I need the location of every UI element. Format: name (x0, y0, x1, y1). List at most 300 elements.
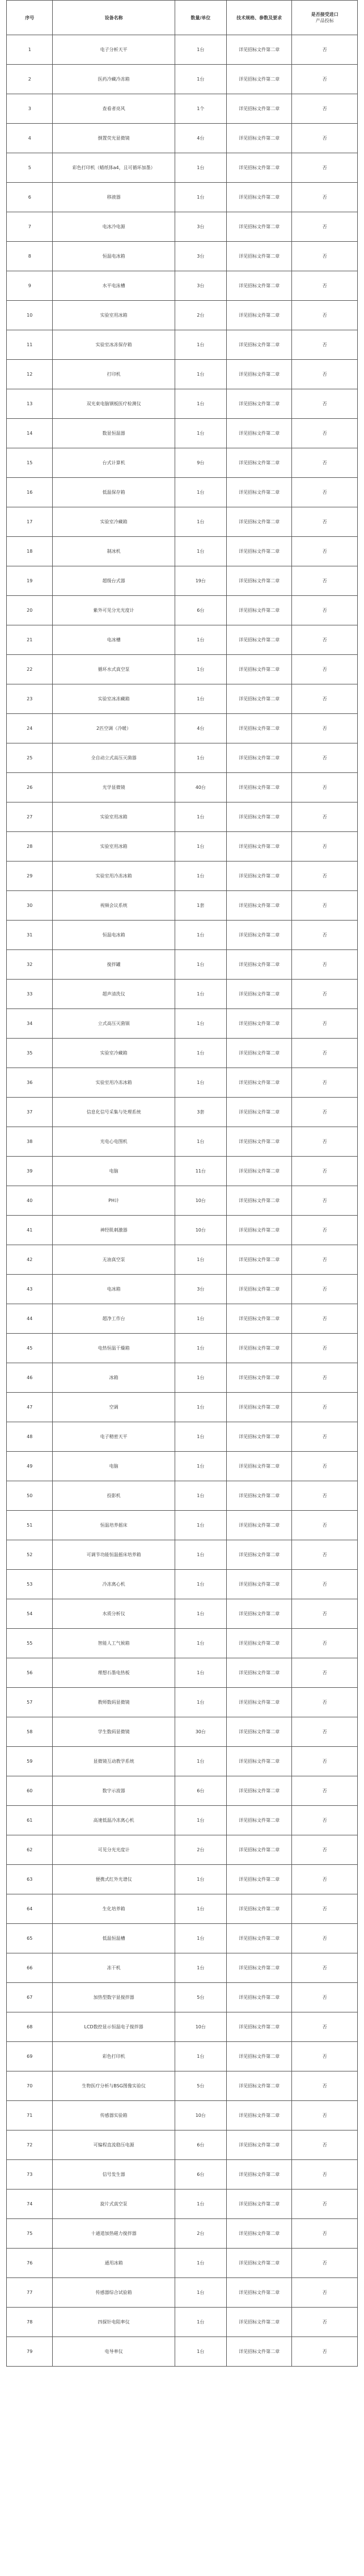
cell-no: 68 (7, 2012, 53, 2042)
cell-name: 便携式红外光谱仪 (53, 1865, 175, 1894)
table-row (7, 1599, 358, 1629)
cell-imported: 否 (292, 566, 358, 596)
cell-no: 48 (7, 1422, 53, 1452)
cell-spec: 详见招标文件第二章 (226, 1481, 292, 1511)
cell-spec: 详见招标文件第二章 (226, 714, 292, 743)
cell-no: 50 (7, 1481, 53, 1511)
cell-spec: 详见招标文件第二章 (226, 891, 292, 921)
cell-imported: 否 (292, 1806, 358, 1835)
cell-spec: 详见招标文件第二章 (226, 124, 292, 153)
cell-qty: 1台 (175, 1363, 226, 1393)
cell-spec: 详见招标文件第二章 (226, 242, 292, 271)
cell-name: PH计 (53, 1186, 175, 1216)
cell-imported: 否 (292, 1334, 358, 1363)
cell-name: 可调节功能恒温摇床培养箱 (53, 1540, 175, 1570)
cell-qty: 1台 (175, 2278, 226, 2308)
cell-qty: 1台 (175, 1245, 226, 1275)
table-row (7, 2219, 358, 2249)
cell-no: 5 (7, 153, 53, 183)
cell-imported: 否 (292, 596, 358, 625)
cell-name: 传感器综合试验箱 (53, 2278, 175, 2308)
cell-qty: 1台 (175, 921, 226, 950)
cell-no: 30 (7, 891, 53, 921)
cell-imported: 否 (292, 1688, 358, 1717)
cell-spec: 详见招标文件第二章 (226, 2071, 292, 2101)
cell-no: 17 (7, 507, 53, 537)
cell-spec: 详见招标文件第二章 (226, 1894, 292, 1924)
cell-no: 52 (7, 1540, 53, 1570)
cell-no: 21 (7, 625, 53, 655)
cell-name: 光电心电图机 (53, 1127, 175, 1157)
table-row (7, 1216, 358, 1245)
table-row (7, 1422, 358, 1452)
header-no: 序号 (7, 1, 53, 35)
cell-imported: 否 (292, 1157, 358, 1186)
cell-imported: 否 (292, 124, 358, 153)
cell-no: 36 (7, 1068, 53, 1098)
cell-imported: 否 (292, 2101, 358, 2130)
cell-spec: 详见招标文件第二章 (226, 1009, 292, 1039)
cell-qty: 1台 (175, 1068, 226, 1098)
cell-qty: 1台 (175, 419, 226, 448)
cell-no: 26 (7, 773, 53, 802)
cell-qty: 6台 (175, 2130, 226, 2160)
cell-spec: 详见招标文件第二章 (226, 1157, 292, 1186)
cell-spec: 详见招标文件第二章 (226, 1098, 292, 1127)
cell-no: 25 (7, 743, 53, 773)
cell-name: 传感器实验箱 (53, 2101, 175, 2130)
table-row (7, 1835, 358, 1865)
cell-spec: 详见招标文件第二章 (226, 1983, 292, 2012)
cell-qty: 1台 (175, 1304, 226, 1334)
cell-imported: 否 (292, 2308, 358, 2337)
table-row (7, 94, 358, 124)
table-row (7, 980, 358, 1009)
cell-no: 29 (7, 862, 53, 891)
cell-spec: 详见招标文件第二章 (226, 537, 292, 566)
cell-qty: 19台 (175, 566, 226, 596)
header-spec: 技术规格、参数及要求 (226, 1, 292, 35)
cell-imported: 否 (292, 537, 358, 566)
cell-name: 智能人工气候箱 (53, 1629, 175, 1658)
cell-imported: 否 (292, 655, 358, 684)
cell-qty: 1台 (175, 1806, 226, 1835)
cell-qty: 1台 (175, 2042, 226, 2071)
cell-qty: 1台 (175, 1747, 226, 1776)
table-row (7, 2130, 358, 2160)
cell-name: 实验室冰冻保存箱 (53, 330, 175, 360)
cell-no: 33 (7, 980, 53, 1009)
cell-no: 77 (7, 2278, 53, 2308)
cell-imported: 否 (292, 625, 358, 655)
table-row (7, 1068, 358, 1098)
cell-spec: 详见招标文件第二章 (226, 625, 292, 655)
cell-qty: 1台 (175, 1688, 226, 1717)
cell-qty: 1台 (175, 360, 226, 389)
cell-qty: 1台 (175, 743, 226, 773)
table-row (7, 1806, 358, 1835)
cell-no: 14 (7, 419, 53, 448)
cell-name: 搅拌罐 (53, 950, 175, 980)
table-row (7, 1393, 358, 1422)
cell-imported: 否 (292, 1009, 358, 1039)
cell-no: 45 (7, 1334, 53, 1363)
table-row (7, 507, 358, 537)
cell-no: 76 (7, 2249, 53, 2278)
cell-spec: 详见招标文件第二章 (226, 1658, 292, 1688)
cell-no: 41 (7, 1216, 53, 1245)
table-row (7, 153, 358, 183)
cell-no: 65 (7, 1924, 53, 1953)
cell-imported: 否 (292, 2278, 358, 2308)
cell-qty: 1台 (175, 1629, 226, 1658)
cell-qty: 1台 (175, 1009, 226, 1039)
cell-imported: 否 (292, 802, 358, 832)
cell-no: 39 (7, 1157, 53, 1186)
table-row (7, 1894, 358, 1924)
cell-spec: 详见招标文件第二章 (226, 2219, 292, 2249)
cell-qty: 10台 (175, 1186, 226, 1216)
cell-no: 31 (7, 921, 53, 950)
cell-name: 冷冻离心机 (53, 1570, 175, 1599)
cell-spec: 详见招标文件第二章 (226, 212, 292, 242)
cell-no: 22 (7, 655, 53, 684)
table-row (7, 2160, 358, 2190)
cell-spec: 详见招标文件第二章 (226, 94, 292, 124)
cell-no: 28 (7, 832, 53, 862)
cell-imported: 否 (292, 1511, 358, 1540)
cell-name: 紫外可见分光光度计 (53, 596, 175, 625)
cell-no: 79 (7, 2337, 53, 2367)
cell-spec: 详见招标文件第二章 (226, 2012, 292, 2042)
cell-name: 电子精密天平 (53, 1422, 175, 1452)
cell-spec: 详见招标文件第二章 (226, 389, 292, 419)
cell-spec: 详见招标文件第二章 (226, 1393, 292, 1422)
table-row (7, 2249, 358, 2278)
cell-qty: 1台 (175, 1422, 226, 1452)
cell-no: 53 (7, 1570, 53, 1599)
cell-name: 超净工作台 (53, 1304, 175, 1334)
cell-no: 32 (7, 950, 53, 980)
cell-name: 旋片式真空泵 (53, 2190, 175, 2219)
cell-no: 66 (7, 1953, 53, 1983)
cell-name: 循环水式真空泵 (53, 655, 175, 684)
cell-qty: 3套 (175, 1098, 226, 1127)
cell-qty: 6台 (175, 596, 226, 625)
cell-spec: 详见招标文件第二章 (226, 1953, 292, 1983)
table-row (7, 271, 358, 301)
cell-imported: 否 (292, 1422, 358, 1452)
cell-name: 生物医疗分析与BSG图像实验仪 (53, 2071, 175, 2101)
table-row (7, 35, 358, 65)
table-row (7, 773, 358, 802)
cell-no: 10 (7, 301, 53, 330)
cell-imported: 否 (292, 832, 358, 862)
cell-qty: 1台 (175, 832, 226, 862)
cell-imported: 否 (292, 1127, 358, 1157)
cell-name: 实验室用冷冻冰箱 (53, 862, 175, 891)
cell-name: 十通道加热磁力搅拌器 (53, 2219, 175, 2249)
table-row (7, 1304, 358, 1334)
cell-name: 可见分光光度计 (53, 1835, 175, 1865)
cell-imported: 否 (292, 1983, 358, 2012)
cell-imported: 否 (292, 891, 358, 921)
table-row (7, 832, 358, 862)
cell-no: 73 (7, 2160, 53, 2190)
cell-no: 63 (7, 1865, 53, 1894)
cell-no: 19 (7, 566, 53, 596)
cell-no: 2 (7, 65, 53, 94)
cell-spec: 详见招标文件第二章 (226, 2337, 292, 2367)
cell-name: 信号发生器 (53, 2160, 175, 2190)
table-row (7, 448, 358, 478)
cell-qty: 6台 (175, 1776, 226, 1806)
cell-name: 双光束电脑钢板医疗检测仪 (53, 389, 175, 419)
cell-imported: 否 (292, 1747, 358, 1776)
cell-name: 低温保存箱 (53, 478, 175, 507)
cell-no: 9 (7, 271, 53, 301)
cell-spec: 详见招标文件第二章 (226, 1511, 292, 1540)
cell-no: 38 (7, 1127, 53, 1157)
table-row (7, 566, 358, 596)
cell-spec: 详见招标文件第二章 (226, 743, 292, 773)
cell-spec: 详见招标文件第二章 (226, 1835, 292, 1865)
table-row (7, 2042, 358, 2071)
cell-qty: 1台 (175, 1540, 226, 1570)
cell-name: 高速低温冷冻离心机 (53, 1806, 175, 1835)
cell-qty: 5台 (175, 1983, 226, 2012)
table-row (7, 1009, 358, 1039)
table-row (7, 1481, 358, 1511)
cell-qty: 1台 (175, 1924, 226, 1953)
table-row (7, 124, 358, 153)
cell-name: 实验室用冰箱 (53, 301, 175, 330)
cell-qty: 2台 (175, 1835, 226, 1865)
cell-qty: 1台 (175, 389, 226, 419)
cell-name: 制冰机 (53, 537, 175, 566)
cell-qty: 1台 (175, 1953, 226, 1983)
cell-qty: 1台 (175, 65, 226, 94)
cell-imported: 否 (292, 1304, 358, 1334)
cell-spec: 详见招标文件第二章 (226, 684, 292, 714)
cell-spec: 详见招标文件第二章 (226, 1422, 292, 1452)
cell-spec: 详见招标文件第二章 (226, 1275, 292, 1304)
cell-imported: 否 (292, 330, 358, 360)
cell-imported: 否 (292, 507, 358, 537)
cell-qty: 1台 (175, 507, 226, 537)
cell-name: 移液器 (53, 183, 175, 212)
table-row (7, 537, 358, 566)
cell-qty: 6台 (175, 2160, 226, 2190)
cell-imported: 否 (292, 2337, 358, 2367)
cell-no: 15 (7, 448, 53, 478)
cell-qty: 1套 (175, 891, 226, 921)
table-row (7, 1157, 358, 1186)
cell-name: 2匹空调（冷暖） (53, 714, 175, 743)
cell-no: 20 (7, 596, 53, 625)
cell-name: 信息化信号采集与处理系统 (53, 1098, 175, 1127)
cell-spec: 详见招标文件第二章 (226, 1540, 292, 1570)
equipment-table (6, 0, 358, 2367)
cell-imported: 否 (292, 419, 358, 448)
cell-spec: 详见招标文件第二章 (226, 1599, 292, 1629)
cell-spec: 详见招标文件第二章 (226, 360, 292, 389)
cell-imported: 否 (292, 2219, 358, 2249)
table-row (7, 1245, 358, 1275)
cell-spec: 详见招标文件第二章 (226, 419, 292, 448)
cell-no: 40 (7, 1186, 53, 1216)
cell-imported: 否 (292, 271, 358, 301)
table-row (7, 2101, 358, 2130)
table-row (7, 1924, 358, 1953)
cell-spec: 详见招标文件第二章 (226, 655, 292, 684)
cell-name: 恒温培养摇床 (53, 1511, 175, 1540)
cell-name: 空调 (53, 1393, 175, 1422)
cell-no: 35 (7, 1039, 53, 1068)
table-row (7, 2308, 358, 2337)
cell-name: 冰箱 (53, 1363, 175, 1393)
cell-no: 51 (7, 1511, 53, 1540)
table-row (7, 2190, 358, 2219)
cell-name: 电脑 (53, 1157, 175, 1186)
cell-imported: 否 (292, 1717, 358, 1747)
cell-name: 立式高压灭菌锅 (53, 1009, 175, 1039)
cell-imported: 否 (292, 773, 358, 802)
table-row (7, 212, 358, 242)
cell-name: 四探针电阻率仪 (53, 2308, 175, 2337)
cell-imported: 否 (292, 1540, 358, 1570)
cell-imported: 否 (292, 1481, 358, 1511)
cell-qty: 1台 (175, 2337, 226, 2367)
cell-no: 4 (7, 124, 53, 153)
cell-name: 打印机 (53, 360, 175, 389)
cell-name: 冻干机 (53, 1953, 175, 1983)
table-row (7, 1983, 358, 2012)
cell-name: 电冰冷电源 (53, 212, 175, 242)
cell-spec: 详见招标文件第二章 (226, 478, 292, 507)
cell-name: 理想石墨电热板 (53, 1658, 175, 1688)
cell-no: 70 (7, 2071, 53, 2101)
cell-qty: 30台 (175, 1717, 226, 1747)
cell-no: 23 (7, 684, 53, 714)
cell-spec: 详见招标文件第二章 (226, 183, 292, 212)
cell-qty: 1台 (175, 1127, 226, 1157)
cell-qty: 1台 (175, 1393, 226, 1422)
cell-qty: 3台 (175, 242, 226, 271)
cell-name: 生化培养箱 (53, 1894, 175, 1924)
cell-no: 16 (7, 478, 53, 507)
cell-no: 59 (7, 1747, 53, 1776)
table-row (7, 1452, 358, 1481)
cell-imported: 否 (292, 1245, 358, 1275)
cell-qty: 1台 (175, 1334, 226, 1363)
table-row (7, 183, 358, 212)
cell-spec: 详见招标文件第二章 (226, 2130, 292, 2160)
cell-qty: 2台 (175, 301, 226, 330)
cell-no: 64 (7, 1894, 53, 1924)
table-row (7, 1039, 358, 1068)
cell-spec: 详见招标文件第二章 (226, 1127, 292, 1157)
cell-spec: 详见招标文件第二章 (226, 566, 292, 596)
table-row (7, 1629, 358, 1658)
cell-name: 数显恒温器 (53, 419, 175, 448)
table-row (7, 301, 358, 330)
cell-qty: 1台 (175, 625, 226, 655)
cell-qty: 40台 (175, 773, 226, 802)
cell-spec: 详见招标文件第二章 (226, 507, 292, 537)
cell-spec: 详见招标文件第二章 (226, 1452, 292, 1481)
cell-imported: 否 (292, 153, 358, 183)
cell-name: 实验室用冷冻冰箱 (53, 1068, 175, 1098)
cell-no: 11 (7, 330, 53, 360)
table-row (7, 478, 358, 507)
cell-qty: 1台 (175, 862, 226, 891)
table-row (7, 1098, 358, 1127)
cell-imported: 否 (292, 183, 358, 212)
cell-imported: 否 (292, 94, 358, 124)
cell-spec: 详见招标文件第二章 (226, 980, 292, 1009)
cell-spec: 详见招标文件第二章 (226, 1865, 292, 1894)
cell-qty: 1台 (175, 980, 226, 1009)
cell-spec: 详见招标文件第二章 (226, 271, 292, 301)
table-row (7, 1717, 358, 1747)
table-header-row (7, 1, 358, 35)
cell-name: 水平电泳槽 (53, 271, 175, 301)
cell-imported: 否 (292, 743, 358, 773)
cell-no: 56 (7, 1658, 53, 1688)
cell-imported: 否 (292, 2249, 358, 2278)
cell-name: 加热型数字显搅拌器 (53, 1983, 175, 2012)
cell-imported: 否 (292, 242, 358, 271)
table-row (7, 1747, 358, 1776)
cell-spec: 详见招标文件第二章 (226, 35, 292, 65)
cell-imported: 否 (292, 1658, 358, 1688)
cell-qty: 1台 (175, 35, 226, 65)
table-row (7, 1776, 358, 1806)
cell-no: 54 (7, 1599, 53, 1629)
cell-spec: 详见招标文件第二章 (226, 153, 292, 183)
header-imported-line1: 是否接受进口 (311, 12, 338, 17)
cell-name: 实验室冷藏箱 (53, 1039, 175, 1068)
cell-no: 72 (7, 2130, 53, 2160)
table-row (7, 389, 358, 419)
cell-name: 实验室冰冻藏箱 (53, 684, 175, 714)
cell-spec: 详见招标文件第二章 (226, 1186, 292, 1216)
cell-spec: 详见招标文件第二章 (226, 1304, 292, 1334)
cell-imported: 否 (292, 921, 358, 950)
cell-spec: 详见招标文件第二章 (226, 65, 292, 94)
header-qty: 数量/单位 (175, 1, 226, 35)
table-row (7, 684, 358, 714)
cell-spec: 详见招标文件第二章 (226, 2160, 292, 2190)
cell-imported: 否 (292, 301, 358, 330)
cell-imported: 否 (292, 950, 358, 980)
cell-name: 电脑 (53, 1452, 175, 1481)
cell-no: 8 (7, 242, 53, 271)
cell-name: 电子分析天平 (53, 35, 175, 65)
cell-spec: 详见招标文件第二章 (226, 2308, 292, 2337)
cell-imported: 否 (292, 360, 358, 389)
cell-name: 电冰箱 (53, 1275, 175, 1304)
cell-imported: 否 (292, 1186, 358, 1216)
table-row (7, 862, 358, 891)
cell-qty: 5台 (175, 2071, 226, 2101)
cell-spec: 详见招标文件第二章 (226, 2278, 292, 2308)
cell-qty: 1台 (175, 655, 226, 684)
table-row (7, 1511, 358, 1540)
cell-no: 44 (7, 1304, 53, 1334)
cell-name: 实验室冷藏箱 (53, 507, 175, 537)
